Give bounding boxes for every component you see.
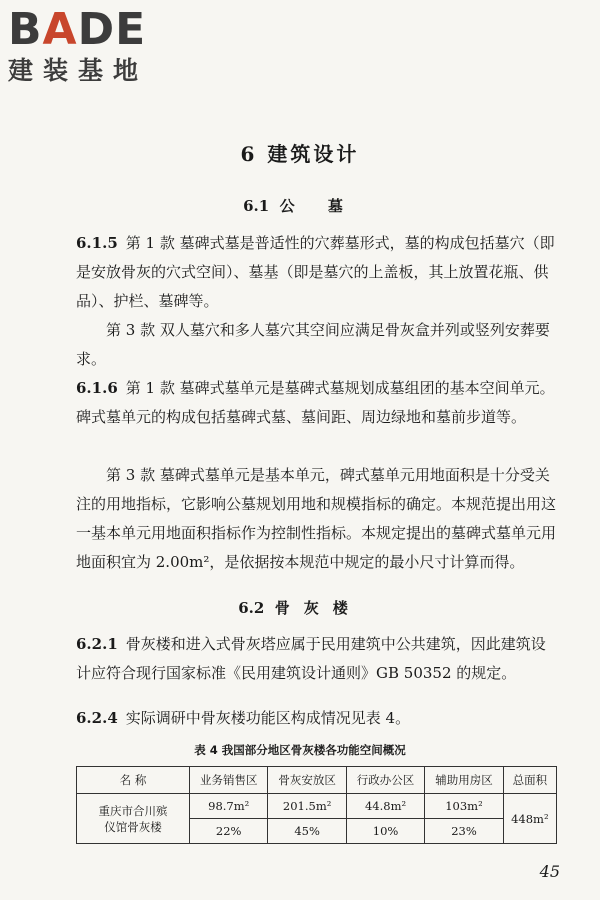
chapter-title: 6 建筑设计	[240, 142, 360, 166]
clause-6-1-5: 6.1.5 第 1 款 墓碑式墓是普适性的穴葬墓形式，墓的构成包括墓穴（即是安放骨灰的穴式空间）、墓基（即是墓穴的上盖板，其上放置花瓶、供品）、护栏、墓碑等。	[76, 234, 555, 310]
percent-cell: 22%	[190, 819, 268, 844]
clause-6-1-5-item-3: 第 3 款 双人墓穴和多人墓穴其空间应满足骨灰盒并列或竖列安葬要求。	[76, 321, 550, 368]
header-cell: 骨灰安放区	[268, 767, 346, 794]
section-heading-6-1: 6.1 公 墓	[243, 197, 357, 215]
header-cell: 名 称	[77, 767, 190, 794]
table-row	[77, 794, 557, 819]
header-cell: 辅助用房区	[425, 767, 503, 794]
clause-6-2-1: 6.2.1 骨灰楼和进入式骨灰塔应属于民用建筑中公共建筑，因此建筑设计应符合现行国家标准《民用建筑设计通则》GB 50352 的规定。	[76, 635, 546, 682]
header-cell: 总面积	[503, 767, 556, 794]
table-caption: 表 4 我国部分地区骨灰楼各功能空间概况	[194, 743, 406, 757]
publisher-logo	[8, 6, 148, 86]
logo-subtitle: 建装基地	[8, 56, 149, 85]
percent-cell: 10%	[346, 819, 424, 844]
logo-wordmark: BADE	[8, 4, 147, 55]
columbarium-table	[76, 766, 557, 844]
facility-name-cell: 重庆市合川殡 仪馆骨灰楼	[77, 794, 190, 844]
area-cell: 201.5m²	[268, 794, 346, 819]
total-area-cell: 448m²	[503, 794, 556, 844]
area-cell: 103m²	[425, 794, 503, 819]
header-cell: 业务销售区	[190, 767, 268, 794]
header-cell: 行政办公区	[346, 767, 424, 794]
percent-cell: 45%	[268, 819, 346, 844]
clause-6-1-6: 6.1.6 第 1 款 墓碑式墓单元是墓碑式墓规划成墓组团的基本空间单元。碑式墓单元的构成包括墓碑式墓、墓间距、周边绿地和墓前步道等。	[76, 379, 555, 426]
page-number: 45	[539, 862, 560, 881]
area-cell: 44.8m²	[346, 794, 424, 819]
section-heading-6-2: 6.2 骨灰楼	[238, 599, 362, 617]
clause-6-1-6-item-3: 第 3 款 墓碑式墓单元是基本单元，碑式墓单元用地面积是十分受关注的用地指标，它影响公墓规划用地和规模指标的确定。本规范提出用这一基本单元用地面积指标作为控制性指标。本规定提出的墓碑式墓单元用地面积宜为 2.00m²，是依据按本规范中规定的最小尺寸计算而得。	[76, 466, 557, 571]
table-header-row	[77, 767, 557, 794]
percent-cell: 23%	[425, 819, 503, 844]
area-cell: 98.7m²	[190, 794, 268, 819]
clause-6-2-4: 6.2.4 实际调研中骨灰楼功能区构成情况见表 4。	[76, 709, 411, 727]
